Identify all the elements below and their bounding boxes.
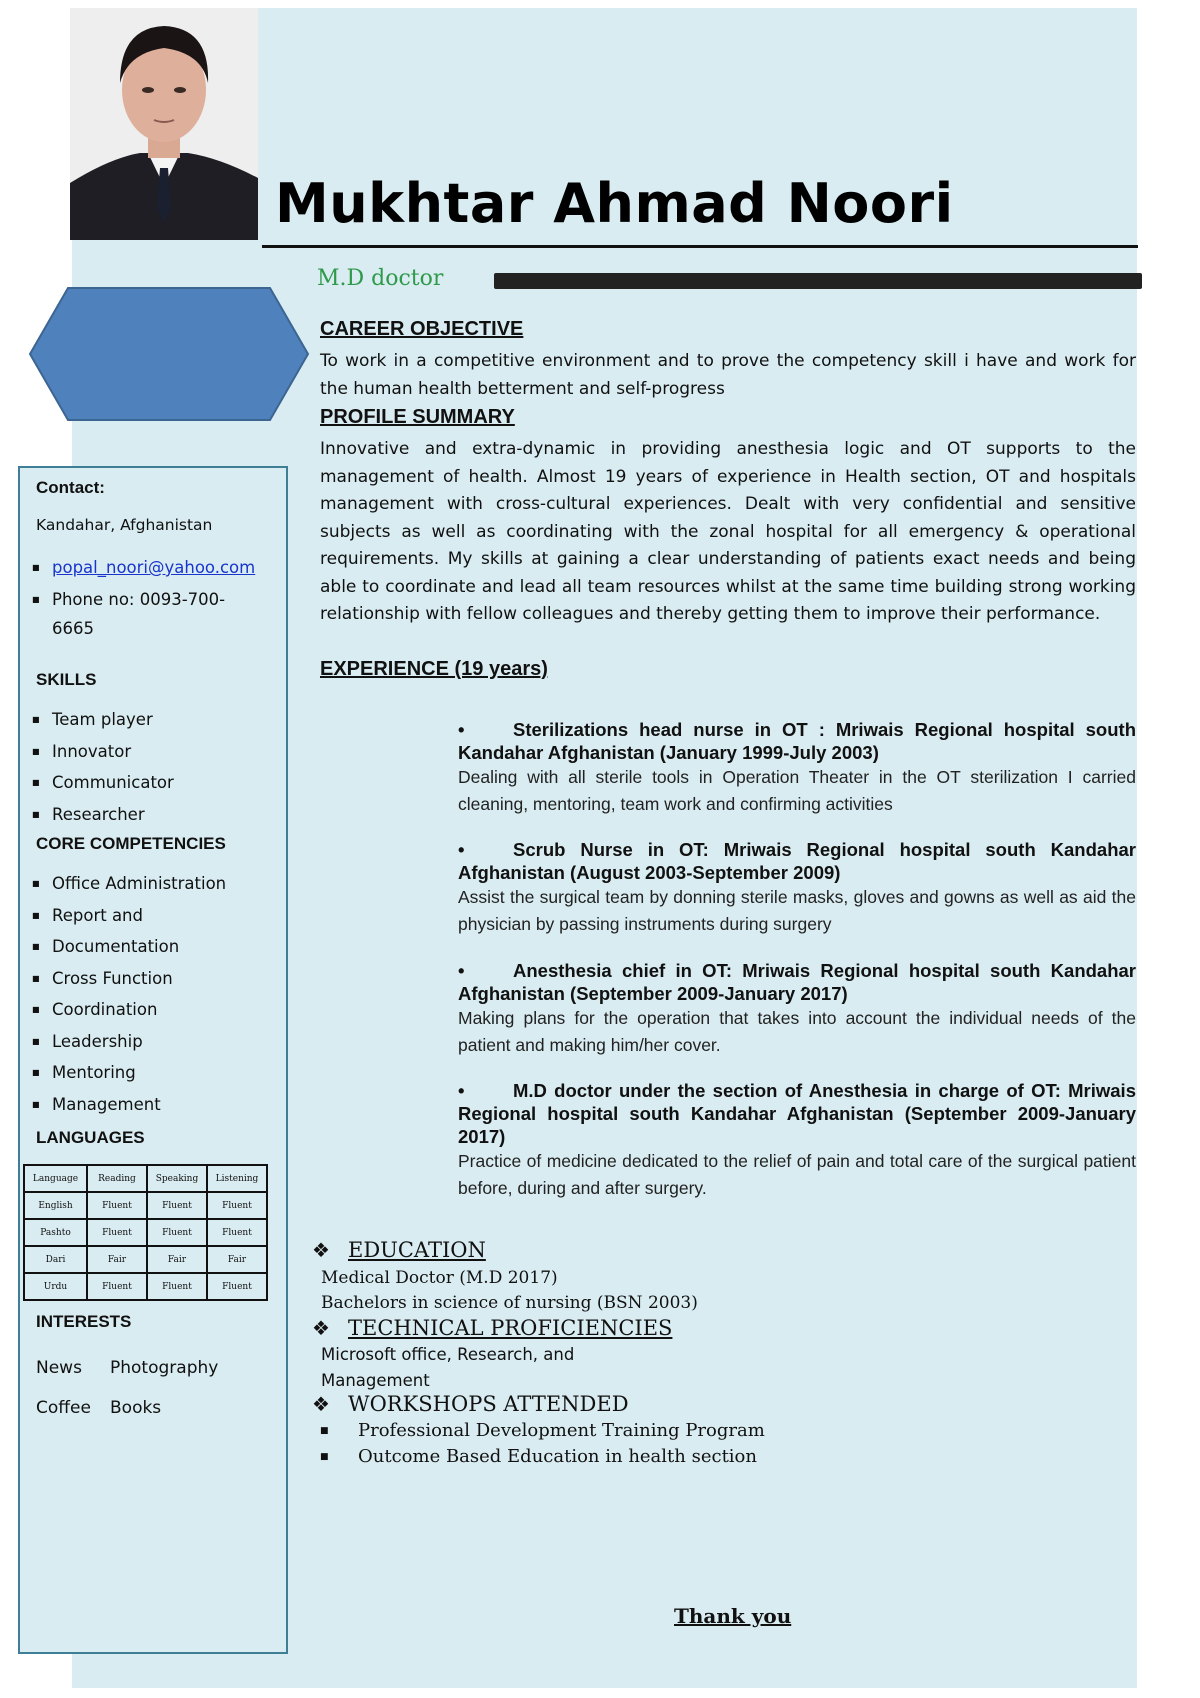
- experience-item: [458, 1079, 1136, 1202]
- table-row: [24, 1219, 267, 1246]
- table-cell: Fluent: [147, 1192, 207, 1219]
- phone-line-2: 6665: [52, 619, 94, 638]
- table-cell: English: [24, 1192, 87, 1219]
- profile-photo: [70, 8, 258, 240]
- email-link[interactable]: popal_noori@yahoo.com: [52, 558, 256, 577]
- skills-list: [28, 704, 174, 830]
- interests-heading: INTERESTS: [36, 1312, 132, 1331]
- table-header-cell: Listening: [207, 1165, 267, 1192]
- bullet-icon: •: [458, 1080, 465, 1101]
- diamond-bullet-icon: ❖: [312, 1316, 330, 1340]
- skill-item: ■ Innovator: [28, 736, 174, 768]
- core-competency-item: ■ Documentation: [28, 931, 226, 963]
- table-cell: Fair: [147, 1246, 207, 1273]
- skills-heading: SKILLS: [36, 670, 97, 689]
- table-header-cell: Reading: [87, 1165, 147, 1192]
- job-title: M.D doctor: [317, 266, 444, 291]
- core-competency-item: ■ Cross Function: [28, 963, 226, 995]
- core-competency-item: ■ Leadership: [28, 1026, 226, 1058]
- table-row: [24, 1192, 267, 1219]
- education-heading: EDUCATION: [348, 1238, 486, 1262]
- bullet-icon: •: [458, 719, 465, 740]
- experience-description: Assist the surgical team by donning sterile masks, gloves and gowns as well as aid the physician by passing instruments during surgery: [458, 887, 1136, 934]
- profile-summary-heading: PROFILE SUMMARY: [320, 406, 515, 428]
- interest-item: News: [36, 1358, 82, 1378]
- experience-title: • M.D doctor under the section of Anesthesia in charge of OT: Mriwais Regional hospital south Kandahar Afghanistan (September 2009-January 2017): [458, 1080, 1136, 1147]
- core-competency-item: ■ Office Administration: [28, 868, 226, 900]
- languages-heading: LANGUAGES: [36, 1128, 145, 1147]
- experience-item: [458, 959, 1136, 1059]
- interest-row: [36, 1348, 219, 1388]
- experience-title: • Anesthesia chief in OT: Mriwais Regional hospital south Kandahar Afghanistan (September 2009-January 2017): [458, 960, 1136, 1004]
- interest-item: Photography: [110, 1358, 219, 1378]
- contact-phone-item: [28, 584, 255, 616]
- education-heading-row: [312, 1238, 486, 1262]
- decorative-bar: [494, 273, 1142, 289]
- sidebar-panel: [18, 466, 288, 1654]
- table-row: [24, 1246, 267, 1273]
- experience-title: • Sterilizations head nurse in OT : Mriwais Regional hospital south Kandahar Afghanistan (January 1999-July 2003): [458, 719, 1136, 763]
- candidate-name: Mukhtar Ahmad Noori: [275, 172, 954, 235]
- table-cell: Fluent: [207, 1219, 267, 1246]
- workshops-list: [320, 1418, 765, 1470]
- diamond-bullet-icon: ❖: [312, 1392, 330, 1416]
- table-cell: Fluent: [87, 1273, 147, 1300]
- core-competency-item: ■ Mentoring: [28, 1057, 226, 1089]
- experience-heading: EXPERIENCE (19 years): [320, 658, 548, 680]
- technical-proficiencies-heading: TECHNICAL PROFICIENCIES: [348, 1316, 673, 1340]
- interest-item: Coffee: [36, 1398, 91, 1418]
- square-bullet-icon: ■: [320, 1426, 329, 1436]
- table-cell: Dari: [24, 1246, 87, 1273]
- table-header-cell: Language: [24, 1165, 87, 1192]
- table-cell: Fluent: [147, 1219, 207, 1246]
- experience-item: [458, 838, 1136, 938]
- table-row: [24, 1273, 267, 1300]
- workshop-item: ■ Professional Development Training Program: [320, 1418, 765, 1444]
- career-objective-heading: CAREER OBJECTIVE: [320, 318, 524, 340]
- experience-description: Making plans for the operation that takes into account the individual needs of the patient and making him/her cover.: [458, 1008, 1136, 1055]
- workshops-heading: WORKSHOPS ATTENDED: [348, 1392, 629, 1416]
- education-item: Bachelors in science of nursing (BSN 2003): [321, 1293, 698, 1313]
- career-objective-text: To work in a competitive environment and to prove the competency skill i have and work for the human health betterment and self-progress: [320, 351, 1136, 399]
- workshop-item: ■ Outcome Based Education in health section: [320, 1444, 765, 1470]
- hexagon-shape: [28, 286, 310, 422]
- bullet-icon: •: [458, 960, 465, 981]
- core-competency-item: ■ Report and: [28, 900, 226, 932]
- table-cell: Fluent: [87, 1219, 147, 1246]
- table-cell: Fair: [87, 1246, 147, 1273]
- table-cell: Fluent: [207, 1192, 267, 1219]
- core-competency-item: ■ Management: [28, 1089, 226, 1121]
- diamond-bullet-icon: ❖: [312, 1238, 330, 1262]
- closing-thank-you: Thank you: [674, 1604, 792, 1628]
- profile-summary-text: Innovative and extra-dynamic in providing anesthesia logic and OT supports to the management of health. Almost 19 years of experience in Health section, OT and hospitals management with cross-cultural experiences. Dealt with very confidential and sensitive subjects as well as coordinating with the zonal hospital for all emergency & operational requirements. My skills at gaining a clear understanding of patients exact needs and being able to coordinate and lead all team resources whilst at the same time building strong working relationship with fellow colleagues and thereby getting them to improve their performance.: [320, 439, 1136, 624]
- experience-item: [458, 718, 1136, 818]
- skill-item: ■ Team player: [28, 704, 174, 736]
- languages-table: [23, 1164, 268, 1301]
- experience-description: Dealing with all sterile tools in Operation Theater in the OT sterilization I carried cleaning, mentoring, team work and confirming activities: [458, 767, 1136, 814]
- interest-item: Books: [110, 1398, 162, 1418]
- contact-list: [28, 552, 255, 615]
- square-bullet-icon: ■: [320, 1452, 329, 1462]
- experience-description: Practice of medicine dedicated to the relief of pain and total care of the surgical patient before, during and after surgery.: [458, 1151, 1136, 1198]
- experience-title: • Scrub Nurse in OT: Mriwais Regional hospital south Kandahar Afghanistan (August 2003-September 2009): [458, 839, 1136, 883]
- interests-grid: [36, 1348, 219, 1428]
- technical-text-line-2: Management: [321, 1371, 430, 1390]
- table-cell: Fluent: [87, 1192, 147, 1219]
- bullet-icon: •: [458, 839, 465, 860]
- table-header-row: [24, 1165, 267, 1192]
- skill-item: ■ Communicator: [28, 767, 174, 799]
- name-divider: [262, 245, 1138, 248]
- contact-email-item: [28, 552, 255, 584]
- core-competencies-list: [28, 868, 226, 1120]
- table-cell: Fluent: [147, 1273, 207, 1300]
- phone-line-1: Phone no: 0093-700-: [52, 589, 226, 609]
- table-cell: Pashto: [24, 1219, 87, 1246]
- contact-heading: Contact:: [36, 478, 105, 497]
- technical-heading-row: [312, 1316, 672, 1340]
- table-cell: Fair: [207, 1246, 267, 1273]
- table-cell: Urdu: [24, 1273, 87, 1300]
- table-cell: Fluent: [207, 1273, 267, 1300]
- technical-text-line-1: Microsoft office, Research, and: [321, 1345, 575, 1364]
- workshops-heading-row: [312, 1392, 629, 1416]
- core-competencies-heading: CORE COMPETENCIES: [36, 834, 226, 853]
- interest-row: [36, 1388, 184, 1428]
- education-item: Medical Doctor (M.D 2017): [321, 1268, 558, 1288]
- skill-item: ■ Researcher: [28, 799, 174, 831]
- core-competency-item: ■ Coordination: [28, 994, 226, 1026]
- table-header-cell: Speaking: [147, 1165, 207, 1192]
- contact-location: Kandahar, Afghanistan: [36, 516, 213, 534]
